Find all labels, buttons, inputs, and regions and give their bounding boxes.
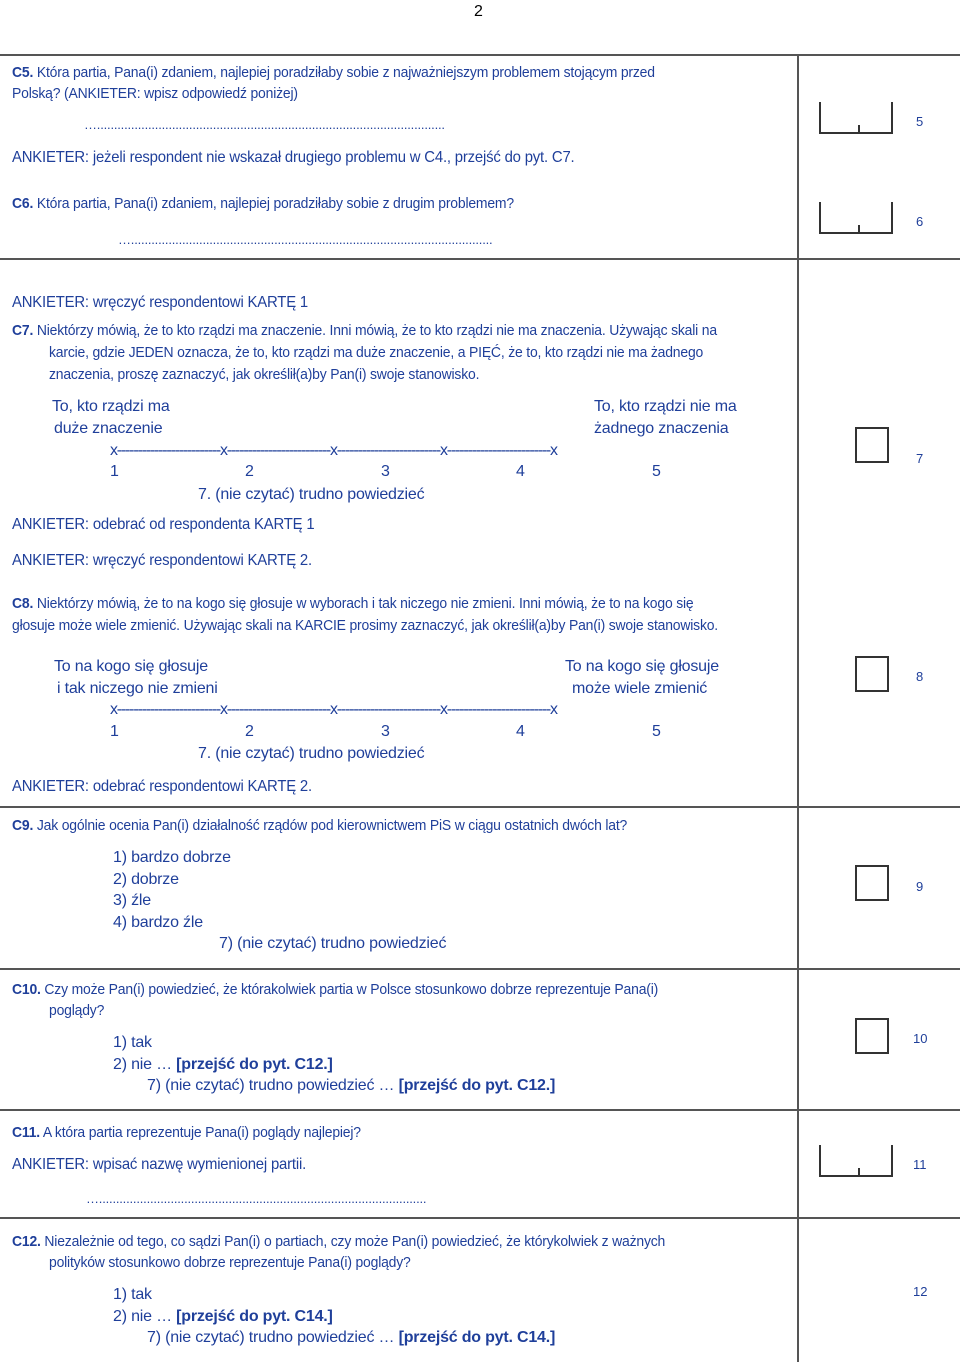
scale-right-anchor: To na kogo się głosuje [565, 658, 719, 675]
question-label: C8. [12, 595, 34, 612]
column-code: 9 [916, 879, 924, 894]
scale-point-4: 4 [516, 723, 525, 740]
question-text: głosuje może wiele zmienić. Używając skali na KARCIE prosimy zaznaczyć, jak określił(a)by Pan(i) swoje stanowisko. [12, 617, 719, 634]
question-label: C9. [12, 817, 34, 834]
row-divider [0, 1217, 960, 1219]
option-text: 2) nie … [113, 1308, 172, 1325]
column-code: 5 [916, 114, 924, 129]
answer-code-box[interactable] [855, 656, 889, 692]
interviewer-instruction: ANKIETER: wręczyć respondentowi KARTĘ 2. [12, 552, 312, 569]
question-text: polityków stosunkowo dobrze reprezentuje Pana(i) poglądy? [49, 1254, 411, 1271]
row-divider [0, 258, 960, 260]
interviewer-instruction: ANKIETER: wpisać nazwę wymienionej partii. [12, 1156, 307, 1173]
column-code: 12 [913, 1284, 928, 1299]
answer-option: 3) źle [113, 892, 151, 909]
scale-right-anchor: To, kto rządzi nie ma [594, 398, 737, 415]
interviewer-instruction: ANKIETER: odebrać od respondenta KARTĘ 1 [12, 516, 315, 533]
question-c8 [12, 593, 693, 614]
interviewer-instruction: ANKIETER: jeżeli respondent nie wskazał drugiego problemu w C4., przejść do pyt. C7. [12, 149, 575, 166]
code-entry-box[interactable] [819, 202, 893, 234]
question-c9 [12, 815, 627, 836]
question-label: C11. [12, 1124, 40, 1141]
answer-option: 1) tak [113, 1034, 152, 1051]
scale-line: x-------------------------x-------------------------x-------------------------x-------------------------x [110, 701, 557, 718]
question-label: C7. [12, 322, 34, 339]
column-code: 7 [916, 451, 924, 466]
question-text: Jak ogólnie ocenia Pan(i) działalność rządów pod kierownictwem PiS w ciągu ostatnich dwóch lat? [36, 817, 628, 834]
question-c12 [12, 1231, 665, 1252]
dont-know-option: 7) (nie czytać) trudno powiedzieć [219, 935, 447, 952]
scale-line: x-------------------------x-------------------------x-------------------------x-------------------------x [110, 442, 557, 459]
answer-option: 1) tak [113, 1286, 152, 1303]
scale-point-4: 4 [516, 463, 525, 480]
answer-option [113, 1306, 333, 1327]
dont-know-option: 7. (nie czytać) trudno powiedzieć [198, 486, 425, 503]
column-code: 8 [916, 669, 924, 684]
row-divider [0, 1109, 960, 1111]
row-divider [0, 968, 960, 970]
page-number: 2 [474, 3, 483, 20]
skip-instruction: [przejść do pyt. C14.] [398, 1329, 556, 1346]
dont-know-option [147, 1327, 555, 1348]
question-text: Polską? (ANKIETER: wpisz odpowiedź poniżej) [12, 85, 298, 102]
question-label: C6. [12, 195, 34, 212]
answer-dotted-line[interactable]: ….......................................................................................................... [118, 232, 493, 247]
question-text: Niezależnie od tego, co sądzi Pan(i) o partiach, czy może Pan(i) powiedzieć, że którykolwiek z ważnych [44, 1233, 666, 1250]
scale-point-3: 3 [381, 723, 390, 740]
scale-left-anchor: i tak niczego nie zmieni [57, 680, 218, 697]
scale-point-5: 5 [652, 723, 661, 740]
skip-instruction: [przejść do pyt. C12.] [176, 1056, 333, 1073]
question-text: znaczenia, proszę zaznaczyć, jak określił(a)by Pan(i) swoje stanowisko. [49, 366, 480, 383]
question-text: Która partia, Pana(i) zdaniem, najlepiej poradziłaby sobie z najważniejszym problemem stojącym przed [36, 64, 655, 81]
skip-instruction: [przejść do pyt. C12.] [398, 1077, 556, 1094]
interviewer-instruction: ANKIETER: odebrać respondentowi KARTĘ 2. [12, 778, 312, 795]
interviewer-instruction: ANKIETER: wręczyć respondentowi KARTĘ 1 [12, 294, 308, 311]
skip-instruction: [przejść do pyt. C14.] [176, 1308, 333, 1325]
answer-code-box[interactable] [855, 1018, 889, 1054]
column-code: 11 [913, 1157, 927, 1172]
table-top-border [0, 54, 960, 56]
scale-right-anchor: żadnego znaczenia [594, 420, 729, 437]
answer-code-box[interactable] [855, 427, 889, 463]
answer-code-box[interactable] [855, 865, 889, 901]
question-c11 [12, 1122, 361, 1143]
code-entry-box[interactable] [819, 102, 893, 134]
code-entry-box[interactable] [819, 1145, 893, 1177]
question-label: C10. [12, 981, 41, 998]
answer-option: 2) dobrze [113, 871, 179, 888]
answer-dotted-line[interactable]: …...................................................................................................... [84, 117, 445, 132]
question-text: karcie, gdzie JEDEN oznacza, że to, kto rządzi ma duże znaczenie, a PIĘĆ, że to, kto rządzi nie ma żadnego [49, 344, 704, 361]
question-c6 [12, 193, 514, 214]
column-code: 6 [916, 214, 924, 229]
question-c7 [12, 320, 717, 341]
answer-option: 4) bardzo źle [113, 914, 203, 931]
scale-point-1: 1 [110, 463, 119, 480]
row-divider [0, 806, 960, 808]
question-label: C5. [12, 64, 34, 81]
scale-left-anchor: duże znaczenie [54, 420, 163, 437]
question-text: Niektórzy mówią, że to kto rządzi ma znaczenie. Inni mówią, że to kto rządzi nie ma znaczenia. Używając skali na [36, 322, 717, 339]
scale-left-anchor: To, kto rządzi ma [52, 398, 170, 415]
scale-right-anchor: może wiele zmienić [572, 680, 708, 697]
question-c10 [12, 979, 658, 1000]
option-text: 2) nie … [113, 1056, 172, 1073]
question-c5 [12, 62, 655, 83]
scale-left-anchor: To na kogo się głosuje [54, 658, 208, 675]
question-text: A która partia reprezentuje Pana(i) poglądy najlepiej? [42, 1124, 361, 1141]
column-divider [797, 54, 799, 1362]
dont-know-option [147, 1075, 555, 1096]
column-code: 10 [913, 1031, 928, 1046]
dont-know-option: 7. (nie czytać) trudno powiedzieć [198, 745, 425, 762]
answer-option: 1) bardzo dobrze [113, 849, 231, 866]
scale-point-2: 2 [245, 463, 254, 480]
option-text: 7) (nie czytać) trudno powiedzieć … [147, 1329, 395, 1346]
question-text: Która partia, Pana(i) zdaniem, najlepiej poradziłaby sobie z drugim problemem? [36, 195, 514, 212]
scale-point-2: 2 [245, 723, 254, 740]
question-text: Niektórzy mówią, że to na kogo się głosuje w wyborach i tak niczego nie zmieni. Inni mówią, że to na kogo się [36, 595, 694, 612]
scale-point-1: 1 [110, 723, 119, 740]
scale-point-5: 5 [652, 463, 661, 480]
answer-dotted-line[interactable]: …................................................................................................ [86, 1191, 427, 1206]
option-text: 7) (nie czytać) trudno powiedzieć … [147, 1077, 395, 1094]
question-text: Czy może Pan(i) powiedzieć, że którakolwiek partia w Polsce stosunkowo dobrze reprezentuje Pana(i) [44, 981, 659, 998]
scale-point-3: 3 [381, 463, 390, 480]
answer-option [113, 1054, 333, 1075]
question-label: C12. [12, 1233, 41, 1250]
question-text: poglądy? [49, 1002, 105, 1019]
